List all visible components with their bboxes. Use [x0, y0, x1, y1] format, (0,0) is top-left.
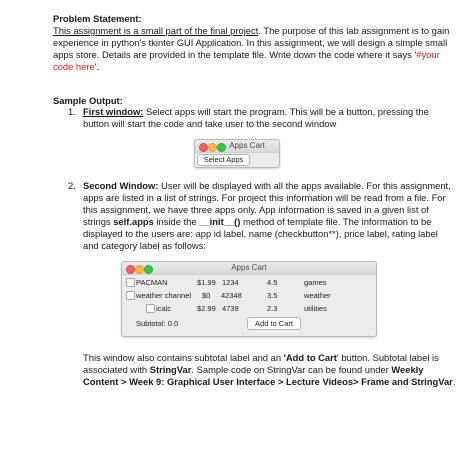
subtotal-label: Subtotal: 0.0	[136, 319, 179, 328]
item-1-bold: First window:	[83, 106, 144, 117]
item-2-bold: Second Window:	[83, 180, 159, 191]
after-line-2	[83, 364, 424, 376]
first-window-title: Apps Cart	[229, 141, 265, 150]
app-category: utilities	[304, 304, 327, 313]
second-window-titlebar	[122, 262, 376, 275]
problem-line-4-rest: '.	[94, 61, 100, 72]
after-l2-pre: associated with	[83, 364, 150, 375]
problem-heading: Problem Statement:	[53, 13, 142, 24]
problem-line-4	[53, 61, 99, 73]
item-1-number: 1.	[68, 106, 76, 117]
after-line-1	[83, 352, 439, 364]
after-l3-bold: Content > Week 9: Graphical User Interface > Lecture Videos> Frame and StringVar	[83, 376, 453, 387]
item-2-l4-bold-2: __init__()	[199, 216, 241, 227]
item-2-l4-pre: strings	[83, 216, 114, 227]
item-2-line-4	[83, 216, 431, 228]
problem-line-1	[53, 25, 449, 37]
item-2-rest: User will be displayed with all the apps available. For this assignment,	[158, 180, 451, 191]
app-price: $0	[202, 291, 211, 300]
app-rating: 3.5	[267, 291, 278, 300]
after-l2-bold: StringVar	[149, 364, 192, 375]
app-id: 1234	[222, 278, 239, 287]
app-checkbox[interactable]	[146, 304, 155, 313]
second-window	[121, 261, 377, 337]
item-1-line-2: button will start the code and take user to the second window	[83, 118, 337, 129]
item-1-line-1	[83, 106, 429, 118]
item-2-l4-post: method of template file. The information to be	[240, 216, 432, 227]
problem-line-3-text: apps store. Details are provided in the template file. Write down the code where it says '	[53, 49, 417, 60]
item-2-line-1	[83, 180, 451, 192]
item-2-line-2: apps are listed in a list of strings. For project this information will be read from a file. For	[83, 192, 446, 203]
second-window-title: Apps Cart	[231, 263, 267, 272]
app-name: PACMAN	[136, 278, 168, 287]
after-l2-bold-2: Weekly	[391, 364, 424, 375]
app-price: $1.99	[197, 278, 216, 287]
app-name: icalc	[156, 304, 172, 313]
first-window	[194, 139, 280, 168]
close-icon[interactable]	[199, 143, 208, 152]
problem-line-1-underlined: This assignment is a small part of the final project	[53, 25, 259, 36]
app-name: weather channel	[136, 291, 192, 300]
app-id: 42348	[221, 291, 242, 300]
after-l2-post: . Sample code on StringVar can be found under	[191, 364, 392, 375]
app-rating: 2.3	[267, 304, 278, 313]
first-window-titlebar	[195, 140, 279, 153]
after-line-3	[83, 376, 455, 388]
app-checkbox[interactable]	[126, 291, 135, 300]
after-l1-bold: 'Add to Cart	[283, 352, 337, 363]
item-2-line-3: this assignment, we have three apps only. App information is saved in a given list of	[83, 204, 429, 215]
item-2-l4-bold-1: self.apps	[113, 216, 154, 227]
problem-line-1-rest: . The purpose of this lab assignment is to gain	[258, 25, 450, 36]
app-category: weather	[304, 291, 331, 300]
after-l1-pre: This window also contains subtotal label and an	[83, 352, 284, 363]
after-l1-post: ' button. Subtotal label is	[336, 352, 439, 363]
add-to-cart-button[interactable]: Add to Cart	[247, 317, 301, 330]
problem-line-2: experience in python's tkinter GUI Application. In this assignment, we will design a simple small	[53, 37, 448, 48]
problem-line-3	[53, 49, 440, 61]
sample-heading: Sample Output:	[53, 95, 123, 106]
after-l3-post: .	[452, 376, 456, 387]
app-rating: 4.5	[267, 278, 278, 287]
item-2-l4-mid: inside the	[153, 216, 200, 227]
problem-line-4-red: code here	[53, 61, 95, 72]
select-apps-button[interactable]: Select Apps	[197, 154, 250, 166]
item-1-rest: Select apps will start the program. This will be a button, pressing the	[143, 106, 429, 117]
problem-line-3-red: #your	[416, 49, 440, 60]
app-price: $2.99	[197, 304, 216, 313]
app-checkbox[interactable]	[126, 278, 135, 287]
app-id: 4739	[222, 304, 239, 313]
app-category: games	[304, 278, 327, 287]
item-2-line-5: displayed to the users are: app id label, name (checkbutton**), price label, rating label	[83, 228, 438, 239]
item-2-number: 2.	[68, 180, 76, 191]
item-2-line-6: and category label as follows:	[83, 240, 206, 251]
